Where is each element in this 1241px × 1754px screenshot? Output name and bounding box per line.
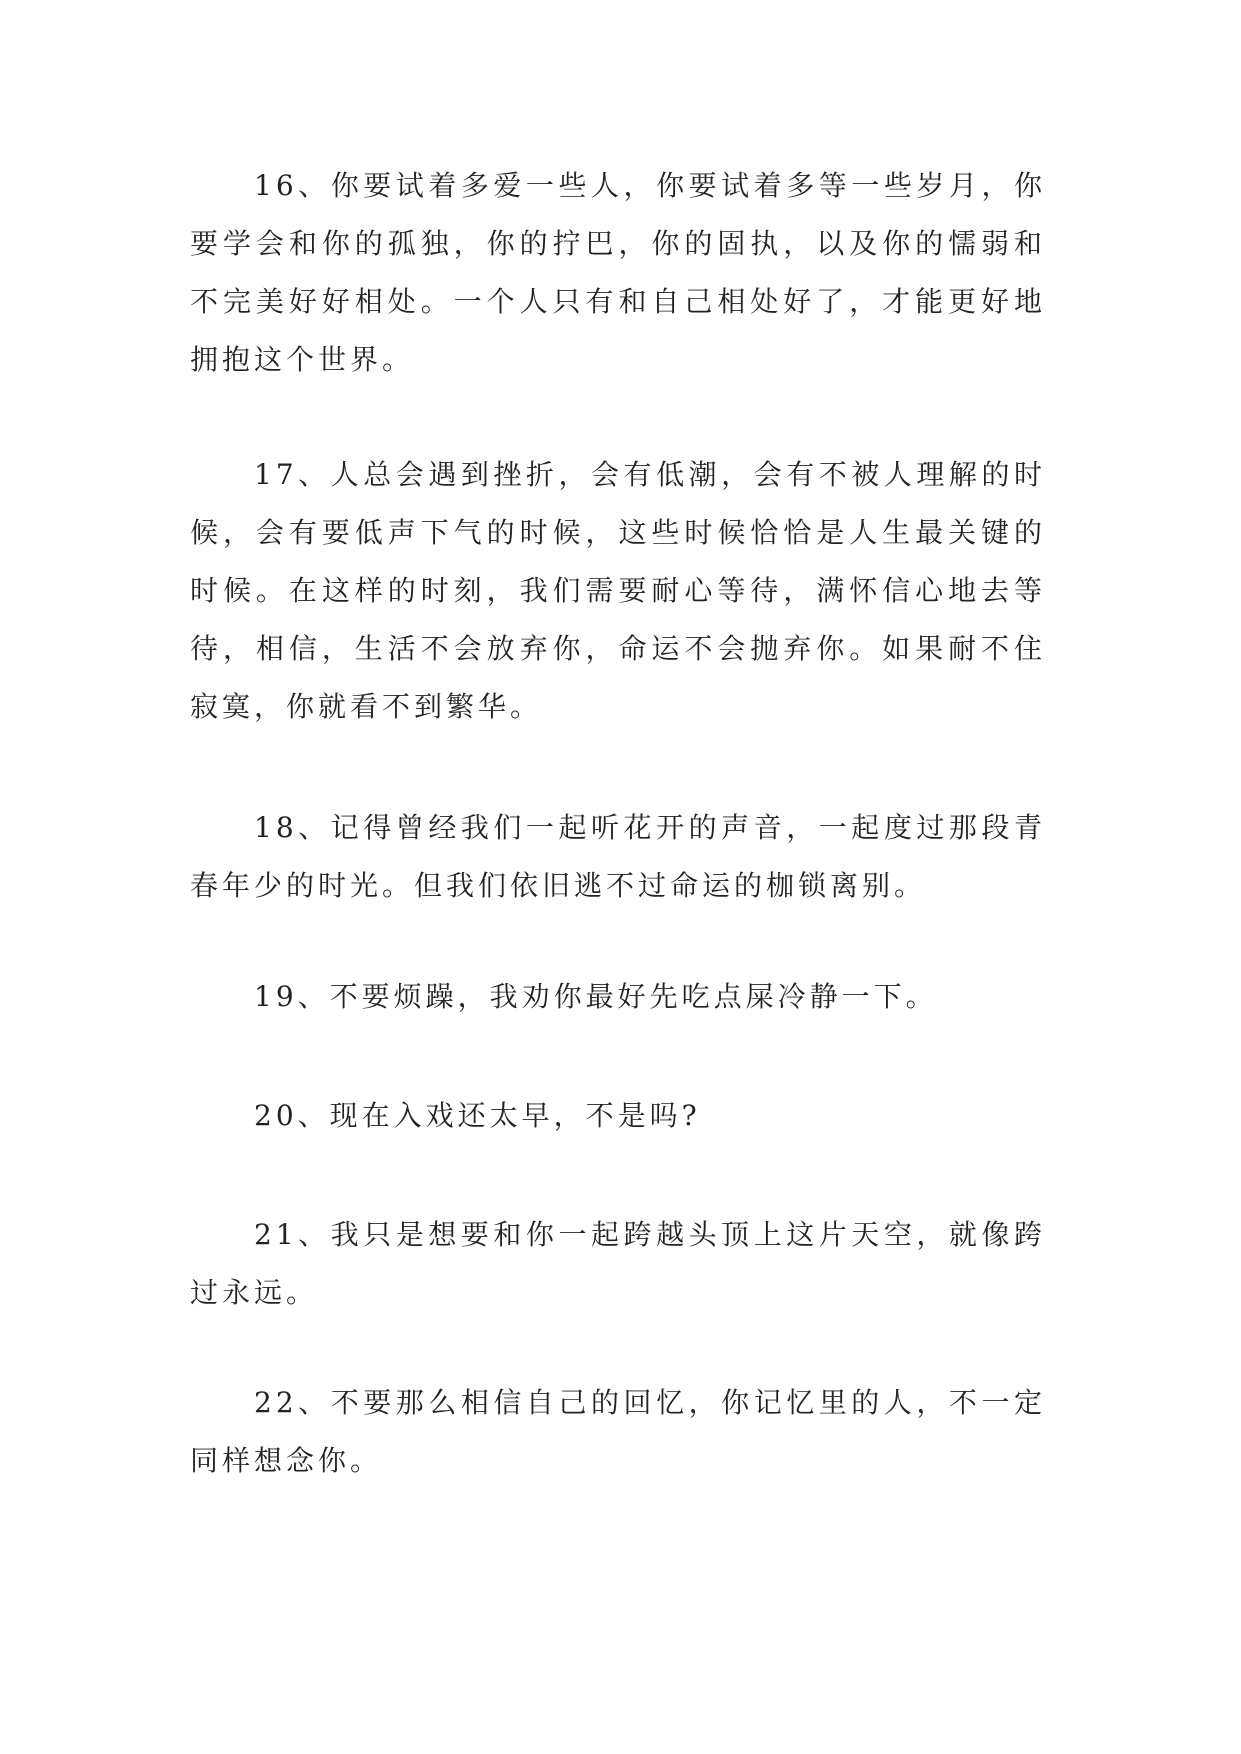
paragraph-19: 19、不要烦躁，我劝你最好先吃点屎冷静一下。 [254,980,938,1013]
paragraph-20: 20、现在入戏还太早，不是吗? [254,1099,701,1132]
paragraph-18: 18、记得曾经我们一起听花开的声音，一起度过那段青春年少的时光。但我们依旧逃不过命运的枷锁离别。 [190,811,1046,902]
paragraph-17: 17、人总会遇到挫折，会有低潮，会有不被人理解的时候，会有要低声下气的时候，这些时候恰恰是人生最关键的时候。在这样的时刻，我们需要耐心等待，满怀信心地去等待，相信，生活不会放弃你，命运不会抛弃你。如果耐不住寂寞，你就看不到繁华。 [190,458,1046,723]
paragraph-16: 16、你要试着多爱一些人，你要试着多等一些岁月，你要学会和你的孤独，你的拧巴，你的固执，以及你的懦弱和不完美好好相处。一个人只有和自己相处好了，才能更好地拥抱这个世界。 [190,169,1046,376]
paragraph-21: 21、我只是想要和你一起跨越头顶上这片天空，就像跨过永远。 [190,1218,1046,1309]
paragraph-22: 22、不要那么相信自己的回忆，你记忆里的人，不一定同样想念你。 [190,1386,1046,1477]
